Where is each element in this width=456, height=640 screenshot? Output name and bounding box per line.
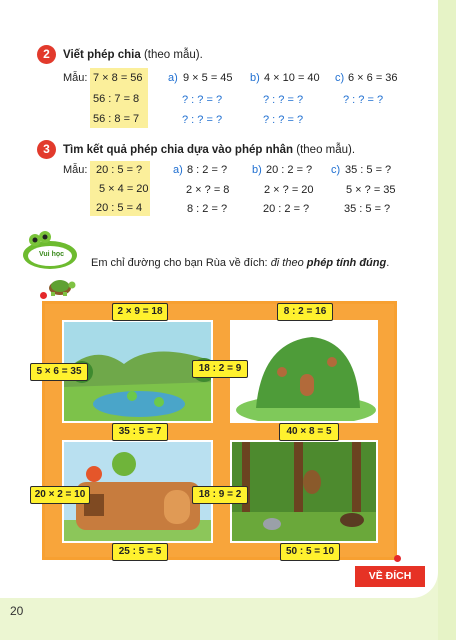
right-margin-strip bbox=[438, 0, 456, 640]
exercise-3c-answer-row[interactable]: 5 × ? = 35 bbox=[346, 184, 396, 196]
exercise-3c-equation: 35 : 5 = ? bbox=[345, 164, 392, 176]
exercise-2c-equation: 6 × 6 = 36 bbox=[348, 72, 398, 84]
exercise-3b-answer-row[interactable]: 20 : 2 = ? bbox=[263, 203, 310, 215]
exercise-2b-answer-row[interactable]: ? : ? = ? bbox=[263, 114, 304, 126]
exercise-2a-answer-row[interactable]: ? : ? = ? bbox=[182, 94, 223, 106]
path-tag[interactable]: 2 × 9 = 18 bbox=[112, 303, 168, 321]
exercise-2-sample-line: 7 × 8 = 56 bbox=[93, 72, 143, 84]
turtle-icon bbox=[46, 273, 76, 302]
exercise-3-title bbox=[63, 144, 355, 156]
path-tag[interactable]: 18 : 9 = 2 bbox=[192, 486, 248, 504]
path-tag[interactable]: 18 : 2 = 9 bbox=[192, 360, 248, 378]
path-tag[interactable]: 25 : 5 = 5 bbox=[112, 543, 168, 561]
path-tag[interactable]: 50 : 5 = 10 bbox=[280, 543, 340, 561]
exercise-2-sample-line: 56 : 8 = 7 bbox=[93, 113, 140, 125]
exercise-3a-label: a) bbox=[173, 164, 183, 176]
exercise-2b-label: b) bbox=[250, 72, 260, 84]
start-dot bbox=[40, 292, 47, 299]
fun-learning-badge-text: Vui học bbox=[39, 251, 65, 258]
instruction-bold: phép tính đúng bbox=[306, 257, 387, 269]
path-tag[interactable]: 5 × 6 = 35 bbox=[30, 363, 88, 381]
exercise-2-sample-line: 56 : 7 = 8 bbox=[93, 93, 140, 105]
exercise-3c-answer-row[interactable]: 35 : 5 = ? bbox=[344, 203, 391, 215]
exercise-3a-equation: 8 : 2 = ? bbox=[187, 164, 228, 176]
forest-scene bbox=[230, 440, 378, 543]
exercise-2-title bbox=[63, 49, 203, 61]
instruction-text: Em chỉ đường cho bạn Rùa về đích: bbox=[91, 257, 268, 269]
finish-label: VỀ ĐÍCH bbox=[355, 566, 425, 587]
exercise-3-number: 3 bbox=[37, 140, 56, 159]
frog-badge-icon bbox=[19, 230, 81, 270]
path-tag[interactable]: 40 × 8 = 5 bbox=[279, 423, 339, 441]
exercise-3b-equation: 20 : 2 = ? bbox=[266, 164, 313, 176]
exercise-3-sample-text: 20 : 5 = ? bbox=[96, 164, 143, 176]
exercise-2-title-normal: (theo mẫu). bbox=[143, 49, 203, 61]
exercise-2-number: 2 bbox=[37, 45, 56, 64]
exercise-3-sample-label: Mẫu: bbox=[63, 164, 88, 176]
exercise-3b-label: b) bbox=[252, 164, 262, 176]
exercise-2c-answer-row[interactable]: ? : ? = ? bbox=[343, 94, 384, 106]
exercise-3-title-normal: (theo mẫu). bbox=[296, 144, 356, 156]
exercise-3-sample-line bbox=[96, 164, 142, 176]
exercise-2a-equation: 9 × 5 = 45 bbox=[183, 72, 233, 84]
path-tag[interactable]: 8 : 2 = 16 bbox=[277, 303, 333, 321]
exercise-3a-answer-row[interactable]: 2 × ? = 8 bbox=[186, 184, 230, 196]
exercise-2-sample-label: Mẫu: bbox=[63, 72, 88, 84]
page-number: 20 bbox=[10, 604, 24, 618]
exercise-2a-answer-row[interactable]: ? : ? = ? bbox=[182, 114, 223, 126]
exercise-2c-label: c) bbox=[335, 72, 345, 84]
exercise-2a-label: a) bbox=[168, 72, 178, 84]
activity-instruction bbox=[91, 257, 389, 269]
fun-learning-badge bbox=[19, 230, 81, 270]
instruction-end: . bbox=[386, 257, 390, 269]
exercise-3b-answer-row[interactable]: 2 × ? = 20 bbox=[264, 184, 314, 196]
exercise-3-sample-line: 5 × 4 = 20 bbox=[99, 183, 149, 195]
exercise-3a-answer-row[interactable]: 8 : 2 = ? bbox=[187, 203, 228, 215]
exercise-3-title-bold: Tìm kết quả phép chia dựa vào phép nhân bbox=[63, 144, 294, 156]
end-dot bbox=[394, 555, 401, 562]
exercise-2b-equation: 4 × 10 = 40 bbox=[264, 72, 320, 84]
exercise-2-title-bold: Viết phép chia bbox=[63, 49, 141, 61]
hill-house-scene bbox=[230, 320, 378, 423]
exercise-3c-label: c) bbox=[331, 164, 341, 176]
exercise-2b-answer-row[interactable]: ? : ? = ? bbox=[263, 94, 304, 106]
exercise-3-sample-line: 20 : 5 = 4 bbox=[96, 202, 143, 214]
path-tag[interactable]: 35 : 5 = 7 bbox=[112, 423, 168, 441]
path-tag[interactable]: 20 × 2 = 10 bbox=[30, 486, 90, 504]
instruction-italic: đi theo bbox=[270, 257, 304, 269]
